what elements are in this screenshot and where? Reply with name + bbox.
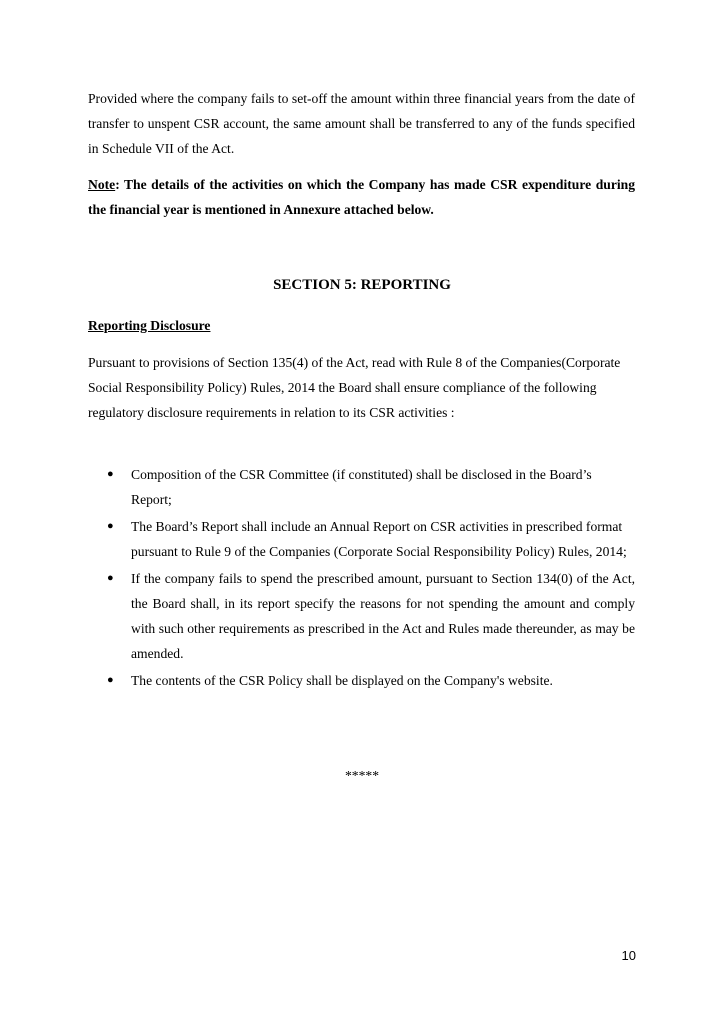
bullet-icon: ● <box>107 468 114 480</box>
bullet-icon: ● <box>107 520 114 532</box>
intro-paragraph: Provided where the company fails to set-off the amount within three financial years from the date of transfer to unspent CSR account, the same amount shall be transferred to any of the funds specified in Schedule VII of the Act. <box>88 91 635 156</box>
note-label: Note <box>88 177 116 192</box>
list-item <box>88 668 635 693</box>
list-item-text: If the company fails to spend the prescribed amount, pursuant to Section 134(0) of the Act, the Board shall, in its report specify the reasons for not spending the amount and comply with such other requirements as prescribed in the Act and Rules made thereunder, as may be amended. <box>131 571 635 661</box>
bullet-icon: ● <box>107 572 114 584</box>
list-item-text: The Board’s Report shall include an Annual Report on CSR activities in prescribed format pursuant to Rule 9 of the Companies (Corporate Social Responsibility Policy) Rules, 2014; <box>131 519 627 559</box>
end-marker: ***** <box>345 768 379 783</box>
bullet-icon: ● <box>107 674 114 686</box>
list-item <box>88 566 635 666</box>
page-number: 10 <box>621 948 636 963</box>
list-item-text: The contents of the CSR Policy shall be displayed on the Company's website. <box>131 673 553 688</box>
disclosure-list <box>88 462 635 695</box>
note-text: : The details of the activities on which the Company has made CSR expenditure during the financial year is mentioned in Annexure attached below. <box>88 177 635 217</box>
reporting-paragraph: Pursuant to provisions of Section 135(4) of the Act, read with Rule 8 of the Companies(Corporate Social Responsibility Policy) Rules, 2014 the Board shall ensure compliance of the following regulatory disclosure requirements in relation to its CSR activities : <box>88 355 621 420</box>
note-paragraph <box>88 172 635 222</box>
list-item <box>88 514 635 564</box>
list-item <box>88 462 635 512</box>
section-title: SECTION 5: REPORTING <box>273 277 451 293</box>
reporting-disclosure-heading: Reporting Disclosure <box>88 318 211 333</box>
list-item-text: Composition of the CSR Committee (if constituted) shall be disclosed in the Board’s Report; <box>131 467 592 507</box>
